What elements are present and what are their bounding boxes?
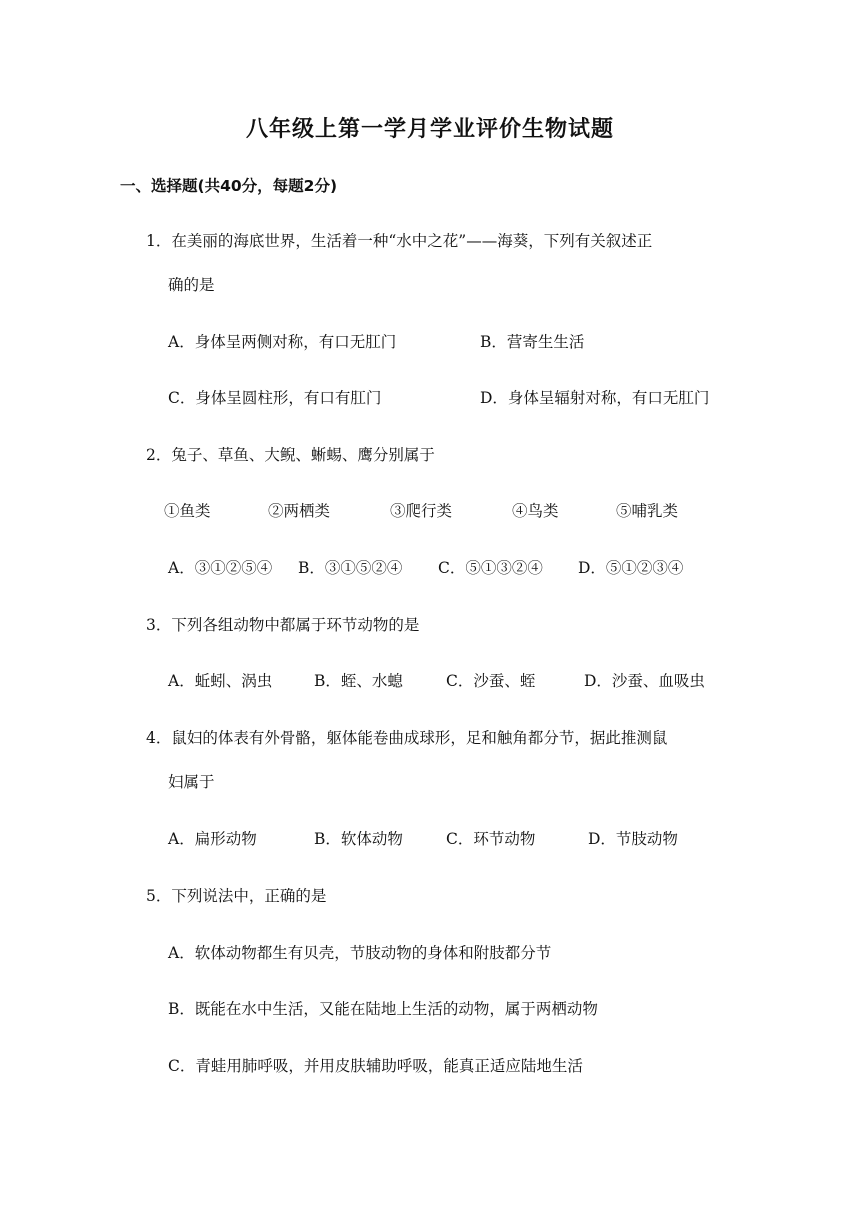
question-4-option-a: A．扁形动物 bbox=[168, 830, 257, 848]
question-5-option-c: C．青蛙用肺呼吸，并用皮肤辅助呼吸，能真正适应陆地生活 bbox=[168, 1057, 583, 1075]
question-2-key-1: ①鱼类 bbox=[164, 502, 211, 520]
question-3-option-b: B．蛭、水螅 bbox=[314, 672, 403, 690]
question-2-key-4: ④鸟类 bbox=[512, 502, 559, 520]
question-4-option-d: D．节肢动物 bbox=[588, 830, 678, 848]
question-5-option-b: B．既能在水中生活，又能在陆地上生活的动物，属于两栖动物 bbox=[168, 1000, 598, 1018]
question-4-stem: 4．鼠妇的体表有外骨骼，躯体能卷曲成球形，足和触角都分节，据此推测鼠 bbox=[146, 729, 668, 747]
question-1-option-c: C．身体呈圆柱形，有口有肛门 bbox=[168, 389, 382, 407]
question-1-option-a: A．身体呈两侧对称，有口无肛门 bbox=[168, 333, 397, 351]
question-2-key-5: ⑤哺乳类 bbox=[616, 502, 679, 520]
question-2-key-3: ③爬行类 bbox=[390, 502, 453, 520]
question-2-option-d: D．⑤①②③④ bbox=[578, 559, 684, 577]
question-4-option-b: B．软体动物 bbox=[314, 830, 403, 848]
question-2-option-a: A．③①②⑤④ bbox=[168, 559, 273, 577]
question-3-option-d: D．沙蚕、血吸虫 bbox=[584, 672, 705, 690]
question-2-stem: 2．兔子、草鱼、大鲵、蜥蜴、鹰分别属于 bbox=[146, 446, 435, 464]
question-4-option-c: C．环节动物 bbox=[446, 830, 536, 848]
question-3-option-a: A．蚯蚓、涡虫 bbox=[168, 672, 273, 690]
page-title: 八年级上第一学月学业评价生物试题 bbox=[245, 117, 614, 142]
question-1-option-b: B．营寄生生活 bbox=[480, 333, 585, 351]
question-1-stem-cont: 确的是 bbox=[168, 276, 215, 294]
question-3-stem: 3．下列各组动物中都属于环节动物的是 bbox=[146, 616, 420, 634]
section-heading: 一、选择题(共40分，每题2分) bbox=[120, 177, 338, 195]
question-2-option-c: C．⑤①③②④ bbox=[438, 559, 543, 577]
question-1-stem: 1．在美丽的海底世界，生活着一种“水中之花”——海葵，下列有关叙述正 bbox=[146, 232, 653, 250]
question-2-key-2: ②两栖类 bbox=[268, 502, 331, 520]
question-5-option-a: A．软体动物都生有贝壳，节肢动物的身体和附肢都分节 bbox=[168, 944, 552, 962]
question-1-option-d: D．身体呈辐射对称，有口无肛门 bbox=[480, 389, 710, 407]
question-5-stem: 5．下列说法中，正确的是 bbox=[146, 887, 327, 905]
question-4-stem-cont: 妇属于 bbox=[168, 773, 215, 791]
question-3-option-c: C．沙蚕、蛭 bbox=[446, 672, 536, 690]
question-2-option-b: B．③①⑤②④ bbox=[298, 559, 403, 577]
